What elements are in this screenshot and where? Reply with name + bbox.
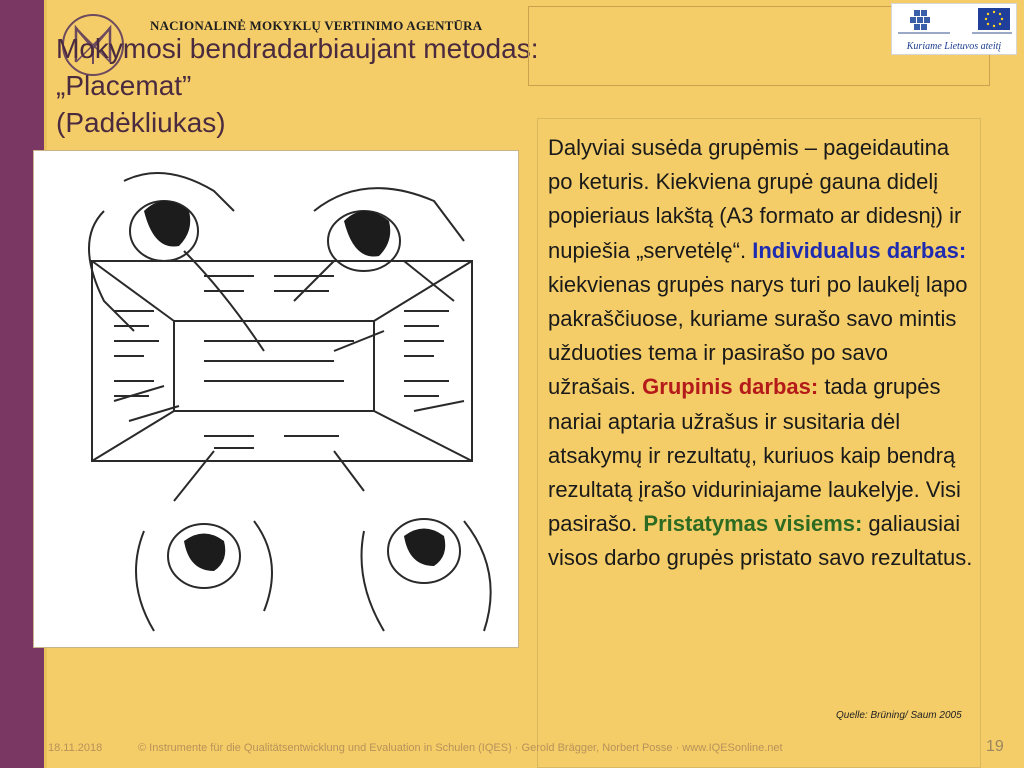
agency-name: NACIONALINĖ MOKYKLŲ VERTINIMO AGENTŪRA: [150, 18, 483, 33]
page-number: 19: [986, 738, 1004, 755]
eu-partner-logo: [891, 3, 1017, 55]
presentation-heading: Pristatymas visiems:: [643, 511, 863, 537]
placemat-illustration: [33, 150, 519, 648]
group-work-text: tada grupės nariai aptaria užrašus ir susitaria dėl atsakymų ir rezultatų, kuriuos kaip bendrą rezultatą įrašo viduriniajame laukelyje. Visi pasirašo.: [548, 374, 961, 537]
individual-work-text: kiekvienas grupės narys turi po laukelį lapo pakraščiuose, kuriame surašo savo mintis užduoties tema ir pasirašo po savo užrašais.: [548, 271, 968, 400]
description-panel: [537, 118, 981, 768]
four-students-drawing-icon: [34, 151, 518, 647]
partner-slogan: Kuriame Lietuvos ateitį: [906, 41, 1002, 52]
group-work-heading: Grupinis darbas:: [642, 374, 819, 400]
source-citation: Quelle: Brüning/ Saum 2005: [836, 710, 962, 721]
footer-copyright: © Instrumente für die Qualitätsentwicklung und Evaluation in Schulen (IQES) · Gerold Brägger, Norbert Posse · www.IQESonline.net: [138, 742, 783, 754]
footer-date: 18.11.2018: [48, 742, 103, 754]
title-line-1: Mokymosi bendradarbiaujant metodas:: [56, 33, 539, 64]
description-text: [548, 131, 973, 576]
presentation-text: galiausiai visos darbo grupės pristato savo rezultatus.: [548, 511, 973, 571]
eu-structural-funds-icon: [892, 4, 1018, 40]
intro-text: Dalyviai susėda grupėmis – pageidautina po keturis. Kiekviena grupė gauna didelį popieriaus lakštą (A3 formato ar didesnį) ir nupiešia „servetėlę“.: [548, 135, 962, 263]
title-line-3: (Padėkliukas): [56, 107, 226, 138]
individual-work-heading: Individualus darbas:: [752, 237, 967, 263]
title-line-2: „Placemat”: [56, 70, 192, 101]
page-title: [56, 30, 538, 141]
